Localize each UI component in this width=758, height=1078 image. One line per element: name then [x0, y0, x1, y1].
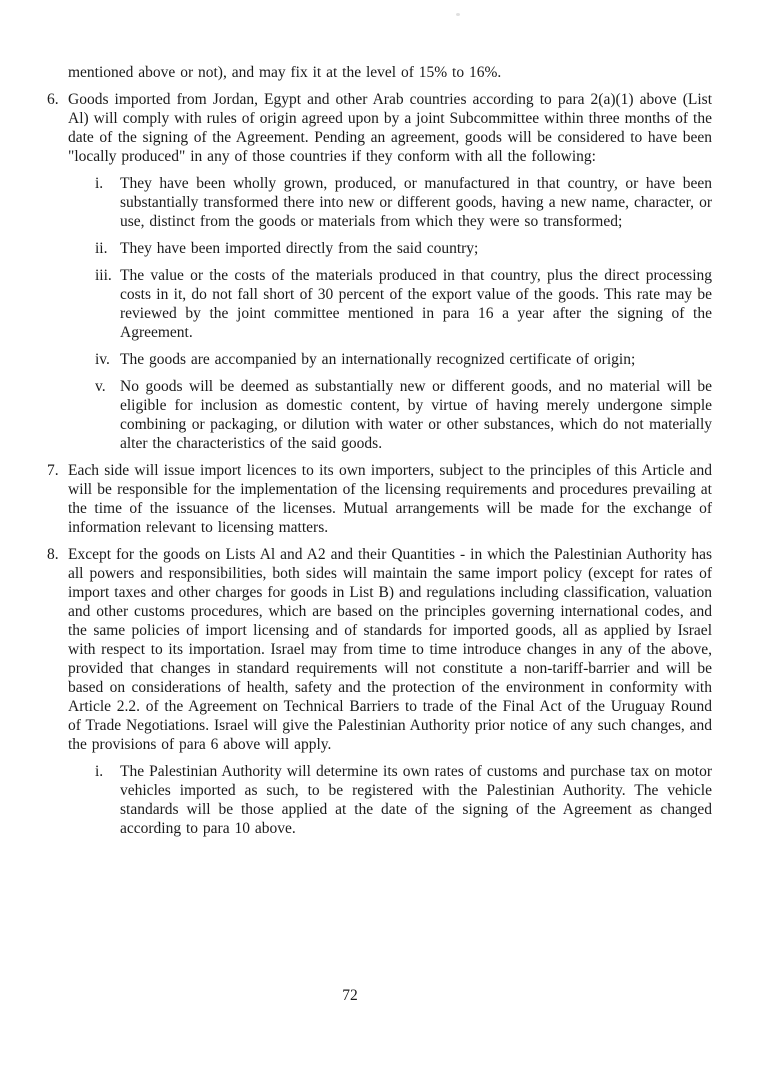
subitem-6-v	[47, 377, 712, 453]
list-item-7	[47, 461, 712, 537]
item-text: Goods imported from Jordan, Egypt and other Arab countries according to para 2(a)(1) above (List Al) will comply with rules of origin agreed upon by a joint Subcommittee within three months of the date of the signing of the Agreement. Pending an agreement, goods will be considered to have been "locally produced" in any of those countries if they conform with all the following:	[68, 91, 712, 165]
page-number: 72	[342, 987, 358, 1004]
subitem-number: i.	[95, 175, 104, 192]
subitem-8-i	[47, 762, 712, 838]
item-number: 8.	[47, 546, 59, 563]
subitem-number: iv.	[95, 351, 110, 368]
subitem-6-i	[47, 174, 712, 231]
subitem-number: i.	[95, 763, 104, 780]
subitem-number: ii.	[95, 240, 108, 257]
subitem-6-iii	[47, 266, 712, 342]
subitem-number: iii.	[95, 267, 112, 284]
subitem-text: The goods are accompanied by an internationally recognized certificate of origin;	[120, 351, 636, 368]
scan-speck	[456, 13, 460, 16]
subitem-number: v.	[95, 378, 106, 395]
item-text: Each side will issue import licences to its own importers, subject to the principles of this Article and will be responsible for the implementation of the licensing requirements and procedures prevailing at the time of the issuance of the licenses. Mutual arrangements will be made for the exchange of information relevant to licensing matters.	[68, 462, 712, 536]
list-item-8	[47, 545, 712, 754]
item-number: 7.	[47, 462, 59, 479]
intro-paragraph: mentioned above or not), and may fix it at the level of 15% to 16%.	[68, 64, 502, 81]
subitem-6-ii	[47, 239, 712, 258]
subitem-6-iv	[47, 350, 712, 369]
item-text: Except for the goods on Lists Al and A2 and their Quantities - in which the Palestinian Authority has all powers and responsibilities, both sides will maintain the same import policy (except for rates of import taxes and other charges for goods in List B) and regulations including classification, valuation and other customs procedures, which are based on the principles governing international codes, and the same policies of import licensing and of standards for imported goods, all as applied by Israel with respect to its importation. Israel may from time to time introduce changes in any of the above, provided that changes in standard requirements will not constitute a non-tariff-barrier and will be based on considerations of health, safety and the protection of the environment in conformity with Article 2.2. of the Agreement on Technical Barriers to trade of the Final Act of the Uruguay Round of Trade Negotiations. Israel will give the Palestinian Authority prior notice of any such changes, and the provisions of para 6 above will apply.	[68, 546, 712, 753]
item-number: 6.	[47, 91, 59, 108]
subitem-text: They have been imported directly from the said country;	[120, 240, 479, 257]
list-item-6	[47, 90, 712, 166]
subitem-text: The value or the costs of the materials produced in that country, plus the direct processing costs in it, do not fall short of 30 percent of the export value of the goods. This rate may be reviewed by the joint committee mentioned in para 16 a year after the signing of the Agreement.	[120, 267, 712, 341]
subitem-text: No goods will be deemed as substantially new or different goods, and no material will be eligible for inclusion as domestic content, by virtue of having merely undergone simple combining or packaging, or dilution with water or other substances, which do not materially alter the characteristics of the said goods.	[120, 378, 712, 452]
subitem-text: The Palestinian Authority will determine its own rates of customs and purchase tax on motor vehicles imported as such, to be registered with the Palestinian Authority. The vehicle standards will be those applied at the date of the signing of the Agreement as changed according to para 10 above.	[120, 763, 712, 837]
subitem-text: They have been wholly grown, produced, or manufactured in that country, or have been substantially transformed there into new or different goods, having a new name, character, or use, distinct from the goods or materials from which they were so transformed;	[120, 175, 712, 230]
